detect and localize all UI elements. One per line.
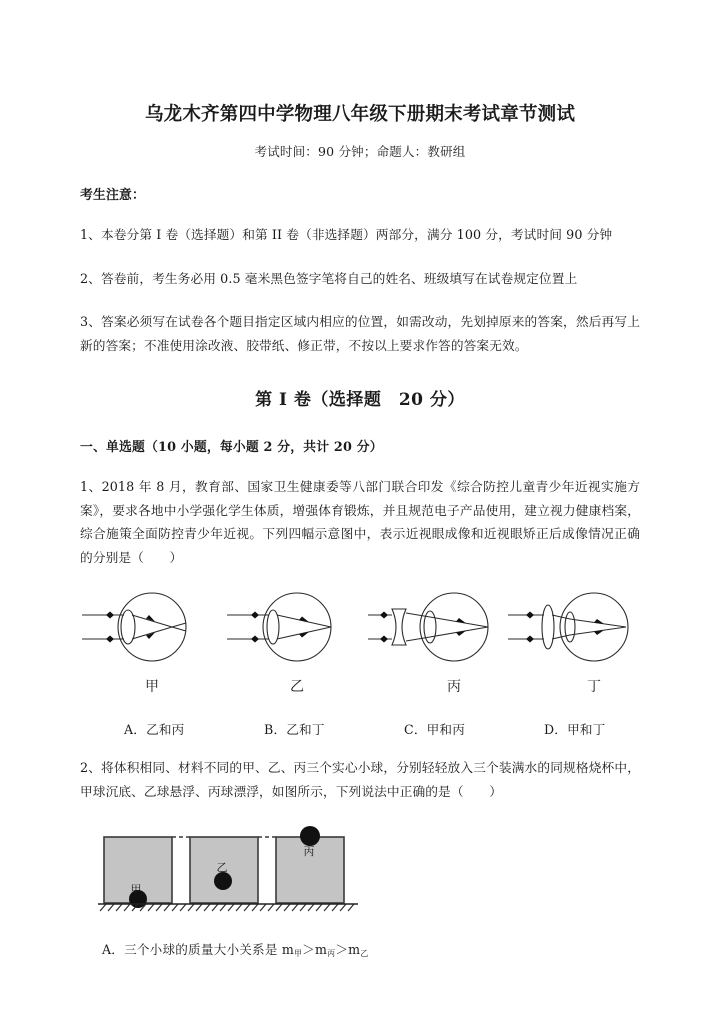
eye-label-bing: 丙 <box>447 679 461 696</box>
notice-item-2: 2、答卷前，考生务必用 0.5 毫米黑色签字笔将自己的姓名、班级填写在试卷规定位置上 <box>80 270 578 286</box>
beaker-yi <box>190 837 258 903</box>
question-1-option-a[interactable]: A．乙和丙 <box>124 722 185 738</box>
eye-diagram-yi <box>227 593 331 695</box>
question-2-option-a-mid1: ＞m <box>302 942 328 958</box>
beaker-jia <box>104 837 172 908</box>
question-2-text: 2、将体积相同、材料不同的甲、乙、丙三个实心小球，分别轻轻放入三个装满水的同规格烧杯中，甲球沉底、乙球悬浮、丙球漂浮，如图所示，下列说法中正确的是（ ） <box>80 760 640 799</box>
eye-diagram-ding <box>508 593 628 695</box>
exam-subtitle: 考试时间：90 分钟；命题人：教研组 <box>254 144 466 160</box>
eye-label-ding: 丁 <box>587 679 601 696</box>
question-2-figure <box>80 803 640 923</box>
question-2-option-a-mid2: ＞m <box>335 942 361 958</box>
ball-label-yi: 乙 <box>216 861 228 875</box>
eye-diagram-jia <box>82 593 186 695</box>
question-2-option-a-sub3: 乙 <box>360 949 369 959</box>
ball-label-bing: 丙 <box>303 845 315 859</box>
question-1-option-c[interactable]: C．甲和丙 <box>404 722 466 738</box>
section-heading: 一、单选题（10 小题，每小题 2 分，共计 20 分） <box>80 440 383 456</box>
beaker-bing <box>276 826 344 903</box>
notice-heading: 考生注意： <box>80 188 145 204</box>
question-1-option-b[interactable]: B．乙和丁 <box>264 722 325 738</box>
question-1-figure <box>80 569 640 705</box>
part-heading: 第 I 卷（选择题 20 分） <box>255 390 465 411</box>
question-2-option-a-sub2: 丙 <box>327 949 336 959</box>
question-2-option-a-sub1: 甲 <box>293 949 303 959</box>
question-1-options <box>80 705 640 738</box>
eye-label-jia: 甲 <box>145 679 159 696</box>
question-2-option-a-prefix: A．三个小球的质量大小关系是 m <box>102 942 294 958</box>
ball-label-jia: 甲 <box>130 883 142 897</box>
eye-label-yi: 乙 <box>290 679 304 696</box>
eye-diagram-bing <box>368 593 488 695</box>
question-2-option-a[interactable] <box>80 923 640 959</box>
question-1-option-d[interactable]: D．甲和丁 <box>544 722 606 738</box>
notice-item-3: 3、答案必须写在试卷各个题目指定区域内相应的位置，如需改动，先划掉原来的答案，然后再写上新的答案；不准使用涂改液、胶带纸、修正带，不按以上要求作答的答案无效。 <box>80 314 640 353</box>
question-1-text: 1、2018 年 8 月，教育部、国家卫生健康委等八部门联合印发《综合防控儿童青少年近视实施方案》，要求各地中小学强化学生体质，增强体育锻炼，并且规范电子产品使用，建立视力健康档案，综合施策全面防控青少年近视。下列四幅示意图中，表示近视眼成像和近视眼矫正后成像情况正确的分别是（ ） <box>80 479 640 565</box>
notice-item-1: 1、本卷分第 I 卷（选择题）和第 II 卷（非选择题）两部分，满分 100 分，考试时间 90 分钟 <box>80 227 613 243</box>
page-title: 乌龙木齐第四中学物理八年级下册期末考试章节测试 <box>144 104 576 125</box>
